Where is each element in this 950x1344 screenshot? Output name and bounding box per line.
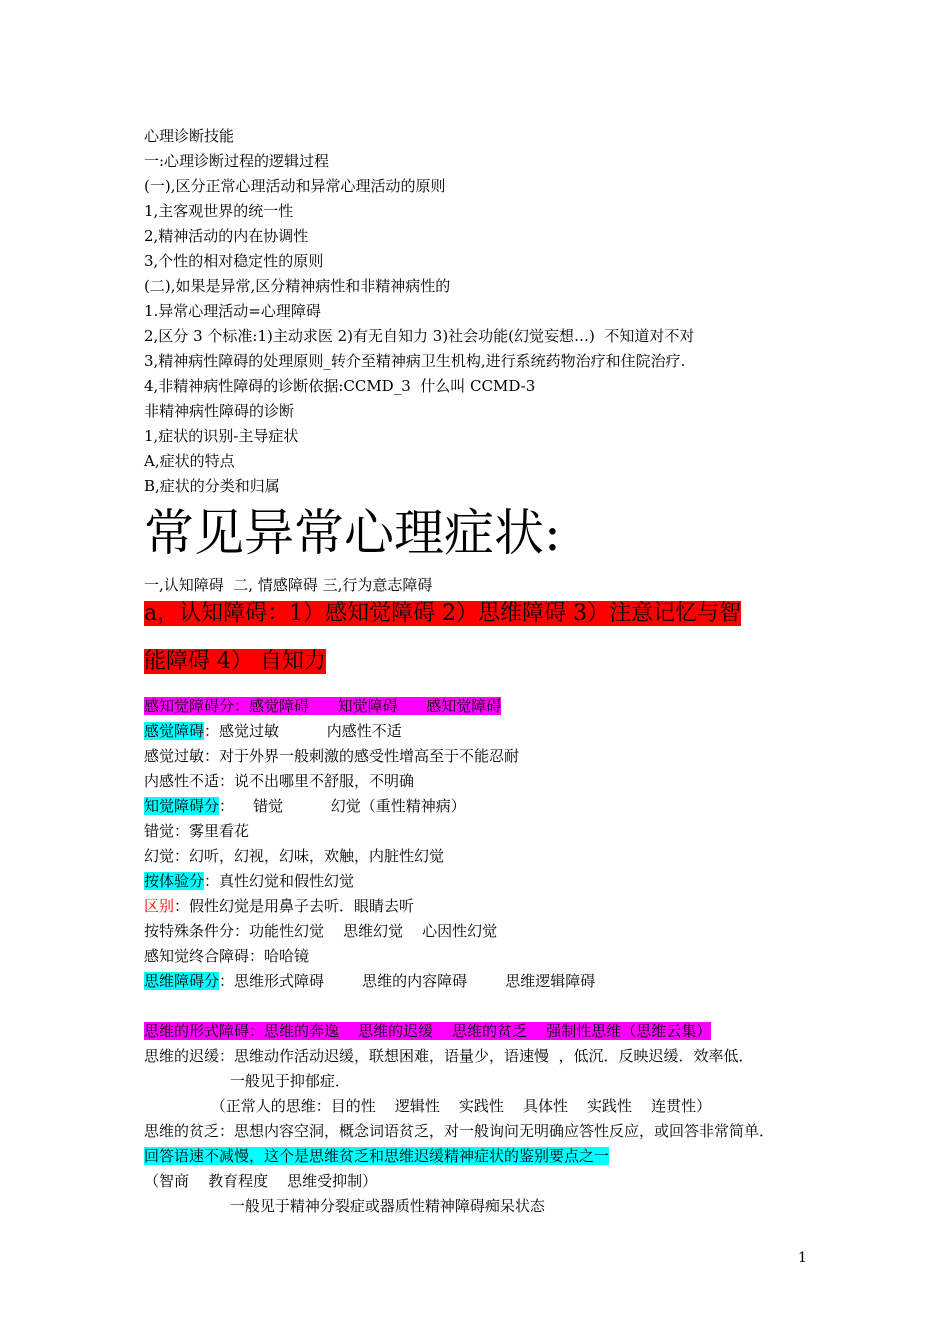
thinking-heading-label: 思维障碍分	[144, 972, 220, 990]
difference-label: 区别	[144, 897, 175, 915]
subsection-heading: (一),区分正常心理活动和异常心理活动的原则	[144, 177, 446, 195]
list-item: 4,非精神病性障碍的诊断依据:CCMD_3 什么叫 CCMD-3	[144, 377, 536, 395]
paragraph: 按特殊条件分：功能性幻觉 思维幻觉 心因性幻觉	[144, 922, 498, 940]
red-heading-line-2: 能障碍 4） 自知力	[144, 649, 326, 674]
paragraph: 幻觉：幻听，幻视，幻味，欢触，内脏性幻觉	[144, 847, 445, 865]
thinking-form-heading: 思维的形式障碍：思维的奔逸 思维的迟缓 思维的贫乏 强制性思维（思维云集）	[144, 1022, 712, 1040]
key-point: 回答语速不减慢，这个是思维贫乏和思维迟缓精神症状的鉴别要点之一	[144, 1147, 610, 1165]
paragraph: 非精神病性障碍的诊断	[144, 402, 295, 420]
list-item: 2,区分 3 个标准:1)主动求医 2)有无自知力 3)社会功能(幻觉妄想…) 不知道对不对	[144, 327, 695, 345]
list-item: 1,主客观世界的统一性	[144, 202, 294, 220]
perception-disorder-text: ： 错觉 幻觉（重性精神病）	[219, 797, 466, 815]
red-heading-line-1: a，认知障碍：1）感知觉障碍 2）思维障碍 3）注意记忆与智	[144, 601, 742, 626]
list-item: 3,个性的相对稳定性的原则	[144, 252, 324, 270]
doc-title: 心理诊断技能	[144, 127, 235, 145]
paragraph: 一般见于精神分裂症或器质性精神障碍痴呆状态	[144, 1197, 545, 1215]
document-body	[144, 124, 824, 1219]
paragraph: 内感性不适：说不出哪里不舒服，不明确	[144, 772, 415, 790]
sensation-text: ：感觉过敏 内感性不适	[204, 722, 402, 740]
sensation-label: 感觉障碍	[144, 722, 205, 740]
difference-text: ：假性幻觉是用鼻子去听．眼睛去听	[174, 897, 415, 915]
by-experience-text: ：真性幻觉和假性幻觉	[204, 872, 355, 890]
list-item: 3,精神病性障碍的处理原则_转介至精神病卫生机构,进行系统药物治疗和住院治疗.	[144, 352, 686, 370]
paragraph: 错觉：雾里看花	[144, 822, 250, 840]
list-item: B,症状的分类和归属	[144, 477, 280, 495]
perception-heading: 感知觉障碍分：感觉障碍 知觉障碍 感知觉障碍	[144, 697, 502, 715]
paragraph: （智商 教育程度 思维受抑制）	[144, 1172, 378, 1190]
page-number: 1	[798, 1250, 807, 1266]
list-item: 2,精神活动的内在协调性	[144, 227, 309, 245]
subsection-heading: (二),如果是异常,区分精神病性和非精神病性的	[144, 277, 451, 295]
paragraph: 一般见于抑郁症．	[144, 1072, 350, 1090]
by-experience-label: 按体验分	[144, 872, 205, 890]
paragraph: 思维的迟缓：思维动作活动迟缓，联想困难，语量少，语速慢 ，低沉．反映迟缓．效率低．	[144, 1047, 754, 1065]
list-item: 1,症状的识别-主导症状	[144, 427, 299, 445]
list-item: A,症状的特点	[144, 452, 235, 470]
list-item: 1.异常心理活动=心理障碍	[144, 302, 321, 320]
paragraph: 思维的贫乏：思想内容空洞，概念词语贫乏，对一般询问无明确应答性反应，或回答非常简单．	[144, 1122, 775, 1140]
paragraph: 感觉过敏：对于外界一般刺激的感受性增高至于不能忍耐	[144, 747, 520, 765]
category-line: 一,认知障碍 二, 情感障碍 三,行为意志障碍	[144, 576, 433, 594]
paragraph: 感知觉终合障碍：哈哈镜	[144, 947, 310, 965]
red-heading	[144, 598, 824, 694]
section-heading: 一:心理诊断过程的逻辑过程	[144, 152, 330, 170]
paragraph: （正常人的思维：目的性 逻辑性 实践性 具体性 实践性 连贯性）	[144, 1097, 712, 1115]
spacer	[144, 994, 824, 1019]
perception-disorder-label: 知觉障碍分	[144, 797, 220, 815]
thinking-heading-text: ：思维形式障碍 思维的内容障碍 思维逻辑障碍	[219, 972, 596, 990]
big-title: 常见异常心理症状:	[144, 504, 561, 562]
